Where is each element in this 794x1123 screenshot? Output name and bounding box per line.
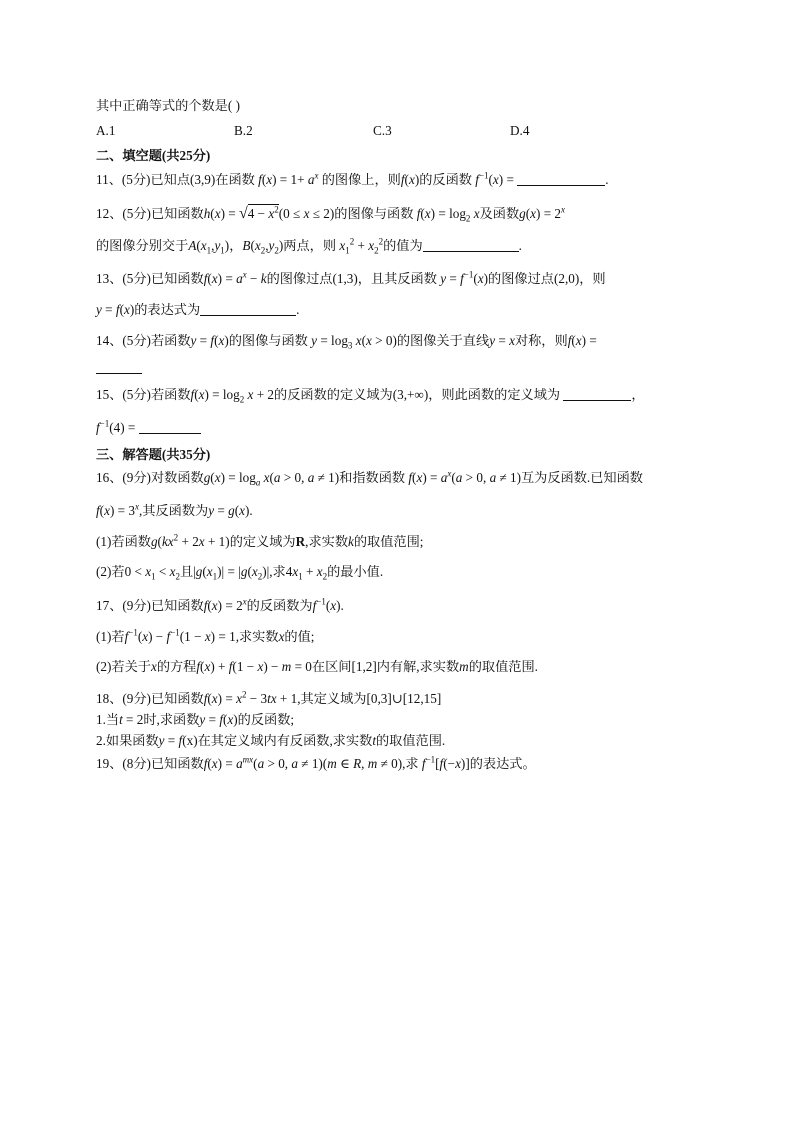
answer-blank[interactable]	[563, 388, 631, 401]
question-12-line-1: 12、(5分)已知函数$h(x) = √4 - x^2(0 \le x \le 2)$的图像与函数 $f(x) = \log_2 x$及函数$g(x) = 2^x$	[96, 204, 566, 224]
option-d: D.4	[510, 123, 530, 138]
question-19: 19、(8分)已知函数$f(x) = a^{mx}(a > 0$, a ≠ 1)(m ∈ R, m ≠ 0),求 $f^{-1}[f(-x)]$的表达式。	[96, 754, 536, 771]
answer-blank[interactable]	[200, 303, 296, 316]
question-18-part-2: 2.如果函数y = f(x)在其定义域内有反函数,求实数t的取值范围.	[96, 733, 446, 748]
question-14-answer	[96, 360, 142, 376]
question-18-line-1: 18、(9分)已知函数$f(x) = x^2 - 3tx + 1$,其定义域为[0,3]∪[12,15]	[96, 689, 442, 706]
question-13-line-1: 13、(5分)已知函数$f(x) = a^x - k$的图像过点(1,3)，且其反函数 $y = f^{-1}(x)$的图像过点(2,0)，则	[96, 269, 606, 286]
question-16-line-1: 16、(9分)对数函数$g(x) = \log_a x(a > 0$, a ≠ 1)和指数函数 $f(x) = a^x(a > 0$, a ≠ 1)互为反函数.已知函数	[96, 468, 643, 488]
answer-blank[interactable]	[139, 421, 201, 434]
question-16-line-2: $f(x) = 3^x$,其反函数为y = g(x).	[96, 501, 253, 518]
question-13-line-2: y = f(x)的表达式为 .	[96, 302, 300, 317]
question-17-part-2: (2)若关于x的方程f(x) + f(1 − x) − m = 0在区间[1,2]内有解,求实数m的取值范围.	[96, 659, 538, 674]
option-a: A.1	[96, 123, 116, 138]
question-16-part-1: (1)若函数$g(kx^2 + 2x + 1)$的定义域为R,求实数k的取值范围;	[96, 532, 424, 549]
section-3-title: 三、解答题(共35分)	[96, 447, 211, 462]
question-11: 11、(5分)已知点(3,9)在函数 $f(x) = 1+ a^x$ 的图像上，则f(x)的反函数 $f^{-1}(x)$ = .	[96, 170, 609, 187]
answer-blank[interactable]	[96, 361, 142, 374]
question-17-part-1: (1)若$f^{-1}(x) - f^{-1}(1 - x) = 1$,求实数x的值;	[96, 627, 315, 644]
question-12-line-2: 的图像分别交于$A(x_1,y_1)$，$B(x_2,y_2)$两点，则 $x_1^2 + x_2^2$的值为 .	[96, 236, 522, 256]
q10-tail: 其中正确等式的个数是( )	[96, 98, 240, 113]
formula: f	[258, 172, 262, 187]
answer-blank[interactable]	[517, 173, 605, 186]
section-2-title: 二、填空题(共25分)	[96, 148, 211, 163]
question-15: 15、(5分)若函数$f(x) = \log_2 x + 2$的反函数的定义域为(3,+∞)，则此函数的定义域为 ，	[96, 387, 645, 405]
answer-blank[interactable]	[423, 239, 519, 252]
option-c: C.3	[373, 123, 392, 138]
question-14: 14、(5分)若函数y = f(x)的图像与函数 $y = \log_3 x(x > 0)$的图像关于直线y = x对称，则f(x) =	[96, 333, 597, 351]
question-18-part-1: 1.当t = 2时,求函数y = f(x)的反函数;	[96, 712, 295, 727]
question-17-line-1: 17、(9分)已知函数$f(x) = 2^x$的反函数为$f^{-1}(x)$.	[96, 596, 344, 613]
question-15-line-2: $f^{-1}(4)$ =	[96, 420, 201, 436]
question-16-part-2: (2)若$0 < x_1 < x_2$且$|g(x_1)| = |g(x_2)|$,求$4x_1 + x_2$的最小值.	[96, 564, 384, 582]
option-b: B.2	[234, 123, 253, 138]
